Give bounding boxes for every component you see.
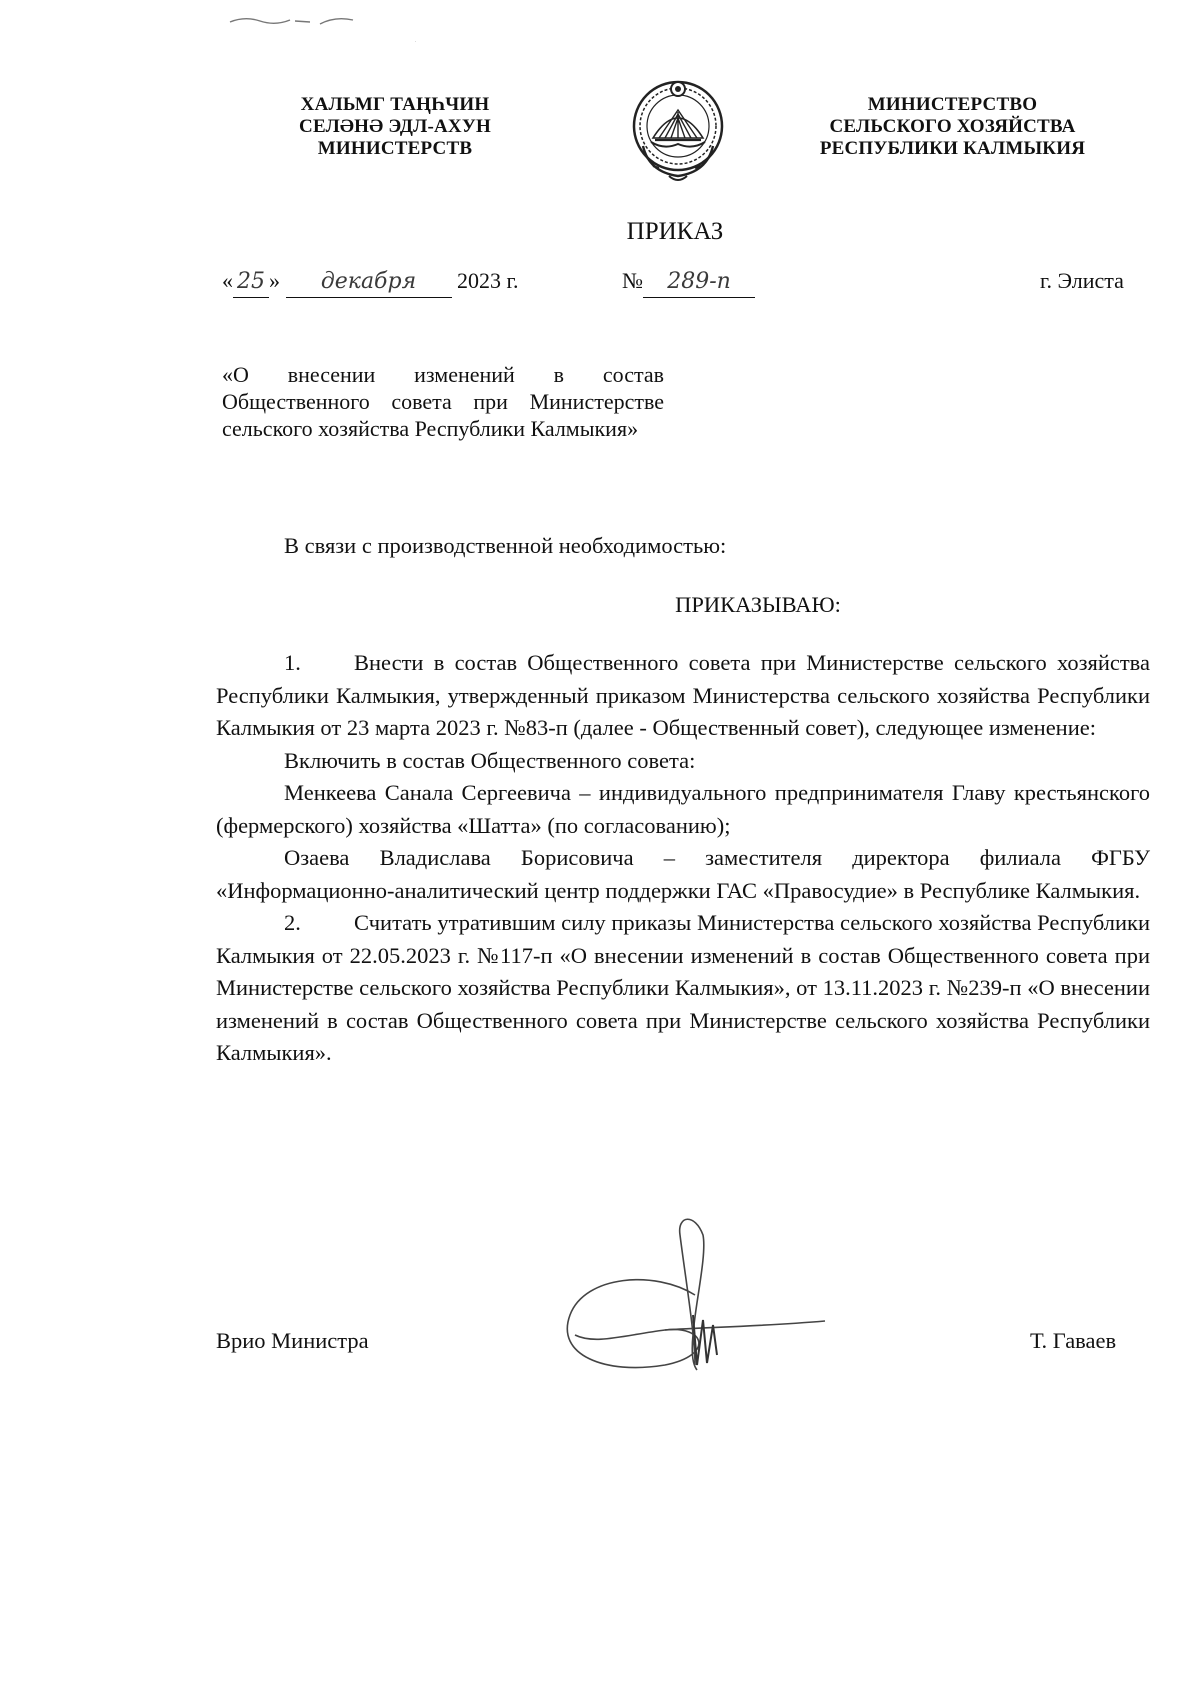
date-day: 25 <box>233 267 269 298</box>
signatory-name: Т. Гаваев <box>1030 1328 1117 1353</box>
item-number: 2. <box>284 910 301 935</box>
date-year: 2023 г. <box>457 268 519 293</box>
order-number <box>622 266 755 298</box>
date-month: декабря <box>286 267 452 298</box>
order-word: ПРИКАЗЫВАЮ: <box>675 591 841 617</box>
include-line: Включить в состав Общественного совета: <box>284 747 696 773</box>
council-member: Менкеева Санала Сергеевича – индивидуального предпринимателя Главу крестьянского (фермерского) хозяйства «Шатта» (по согласованию); <box>216 780 1150 838</box>
city: г. Элиста <box>1040 268 1124 293</box>
header-right-line: МИНИСТЕРСТВО <box>867 94 1038 115</box>
order-item-2 <box>216 907 1150 1070</box>
order-item-1 <box>216 647 1150 745</box>
document-type-title: ПРИКАЗ <box>626 218 724 245</box>
council-member: Озаева Владислава Борисовича – заместителя директора филиала ФГБУ «Информационно-аналитический центр поддержки ГАС «Правосудие» в Республике Калмыкия. <box>216 845 1150 903</box>
item-number: 1. <box>284 650 301 675</box>
header-right-line: РЕСПУБЛИКИ КАЛМЫКИЯ <box>819 138 1086 159</box>
header-right-line: СЕЛЬСКОГО ХОЗЯЙСТВА <box>829 116 1076 137</box>
preamble: В связи с производственной необходимостью: <box>284 533 727 558</box>
kalmykia-emblem-icon <box>629 76 727 188</box>
order-subject: «О внесении изменений в состав Общественного совета при Министерстве сельского хозяйства Республики Калмыкия» <box>222 362 664 441</box>
number-value: 289-п <box>643 267 755 298</box>
date-open-quote: « <box>222 268 233 293</box>
ministry-header-kalmyk <box>280 94 510 160</box>
header-left-line: ХАЛЬМГ ТАҢҺЧИН <box>300 94 490 115</box>
signatory-position: Врио Министра <box>216 1328 369 1353</box>
item-text: Считать утратившим силу приказы Министерства сельского хозяйства Республики Калмыкия от 22.05.2023 г. №117-п «О внесении изменений в состав Общественного совета при Министерстве сельского хозяйства Республики Калмыкия», от 13.11.2023 г. №239-п «О внесении изменений в состав Общественного совета при Министерстве сельского хозяйства Республики Калмыкия». <box>216 910 1150 1065</box>
header-left-line: МИНИСТЕРСТВ <box>317 138 473 159</box>
date-close-quote: » <box>269 268 280 293</box>
order-body <box>216 530 1150 1070</box>
number-label: № <box>622 268 643 293</box>
header-left-line: СЕЛӘНӘ ЭДЛ-АХУН <box>299 116 491 137</box>
order-date <box>222 266 519 298</box>
item-text: Внести в состав Общественного совета при Министерстве сельского хозяйства Республики Калмыкия, утвержденный приказом Министерства сельского хозяйства Республики Калмыкия от 23 марта 2023 г. №83-п (далее - Общественный совет), следующее изменение: <box>216 650 1150 740</box>
handwritten-signature <box>545 1215 845 1390</box>
ministry-header-russian <box>815 94 1090 160</box>
handwritten-scribble <box>225 12 425 42</box>
